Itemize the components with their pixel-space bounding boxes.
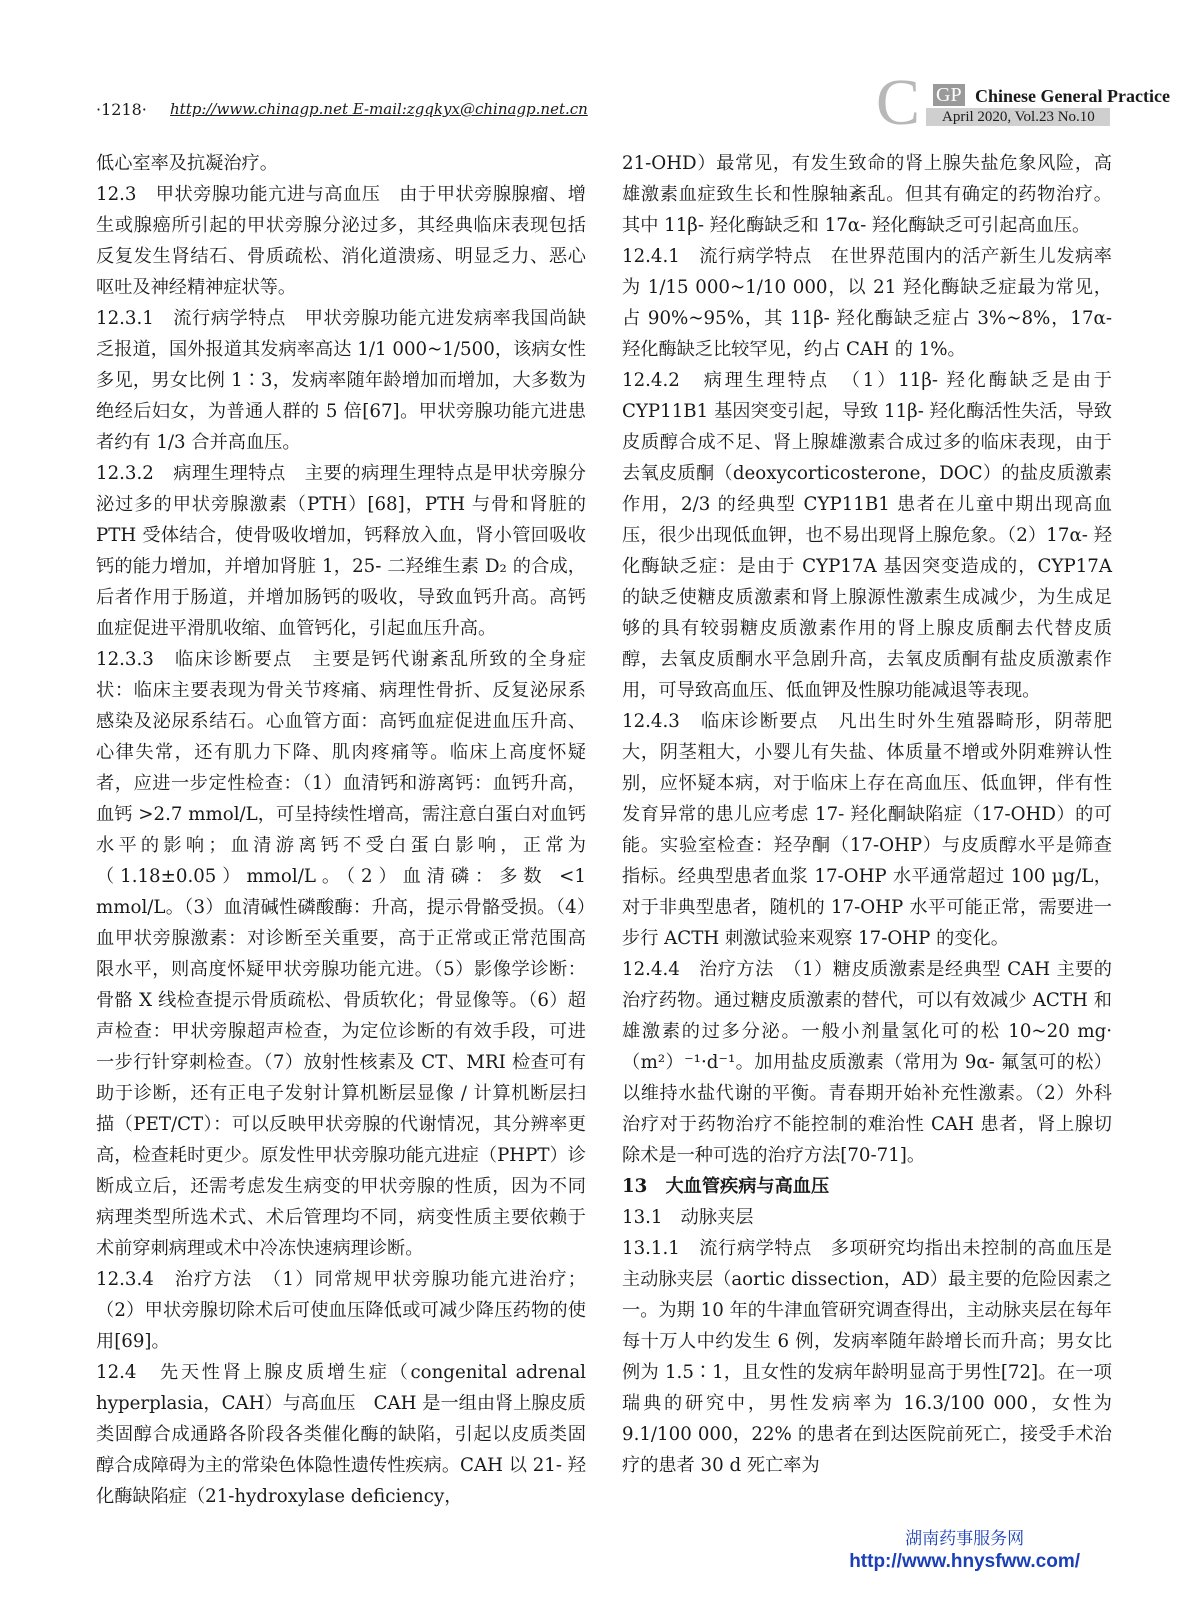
paragraph: 12.4 先天性肾上腺皮质增生症（congenital adrenal hyperplasia，CAH）与高血压 CAH 是一组由肾上腺皮质类固醇合成通路各阶段各类催化酶的缺陷，引起以皮质类固醇合成障碍为主的常染色体隐性遗传性疾病。CAH 以 21- 羟化酶缺陷症（21-hydroxylase deficiency，	[96, 1362, 586, 1507]
watermark-title: 湖南药事服务网	[905, 1529, 1025, 1548]
left-column	[96, 148, 586, 1512]
journal-logo-gp: GP	[933, 84, 965, 106]
paragraph: 12.3.4 治疗方法 （1）同常规甲状旁腺功能亢进治疗；（2）甲状旁腺切除术后可使血压降低或可减少降压药物的使用[69]。	[96, 1269, 586, 1352]
site-watermark	[849, 1528, 1080, 1574]
paragraph: 12.3.2 病理生理特点 主要的病理生理特点是甲状旁腺分泌过多的甲状旁腺激素（PTH）[68]，PTH 与骨和肾脏的 PTH 受体结合，使骨吸收增加，钙释放入血，肾小管回吸收钙的能力增加，并增加肾脏 1，25- 二羟维生素 D₂ 的合成，后者作用于肠道，并增加肠钙的吸收，导致血钙升高。高钙血症促进平滑肌收缩、血管钙化，引起血压升高。	[96, 463, 586, 639]
right-column	[622, 148, 1112, 1481]
page-number: ·1218·	[96, 100, 147, 119]
issue-info: April 2020, Vol.23 No.10	[942, 109, 1095, 125]
paragraph: 12.4.1 流行病学特点 在世界范围内的活产新生儿发病率为 1/15 000~1/10 000，以 21 羟化酶缺乏症最为常见，占 90%~95%，其 11β- 羟化酶缺乏症占 3%~8%，17α- 羟化酶缺乏比较罕见，约占 CAH 的 1%。	[622, 246, 1112, 360]
journal-name: Chinese General Practice	[975, 86, 1170, 106]
paragraph: 12.4.4 治疗方法 （1）糖皮质激素是经典型 CAH 主要的治疗药物。通过糖皮质激素的替代，可以有效减少 ACTH 和雄激素的过多分泌。一般小剂量氢化可的松 10~20 mg·（m²）⁻¹·d⁻¹。加用盐皮质激素（常用为 9α- 氟氢可的松）以维持水盐代谢的平衡。青春期开始补充性激素。（2）外科治疗对于药物治疗不能控制的难治性 CAH 患者，肾上腺切除术是一种可选的治疗方法[70-71]。	[622, 959, 1112, 1166]
paragraph: 12.4.3 临床诊断要点 凡出生时外生殖器畸形，阴蒂肥大，阴茎粗大，小婴儿有失盐、体质量不增或外阴难辨认性别，应怀疑本病，对于临床上存在高血压、低血钾，伴有性发育异常的患儿应考虑 17- 羟化酮缺陷症（17-OHD）的可能。实验室检查：羟孕酮（17-OHP）与皮质醇水平是筛查指标。经典型患者血浆 17-OHP 水平通常超过 100 μg/L，对于非典型患者，随机的 17-OHP 水平可能正常，需要进一步行 ACTH 刺激试验来观察 17-OHP 的变化。	[622, 711, 1112, 949]
watermark-url[interactable]: http://www.hnysfww.com/	[849, 1551, 1080, 1572]
paragraph: 12.4.2 病理生理特点 （1）11β- 羟化酶缺乏是由于 CYP11B1 基因突变引起，导致 11β- 羟化酶活性失活，导致皮质醇合成不足、肾上腺雄激素合成过多的临床表现，由于去氧皮质酮（deoxycorticosterone，DOC）的盐皮质激素作用，2/3 的经典型 CYP11B1 患者在儿童中期出现高血压，很少出现低血钾，也不易出现肾上腺危象。（2）17α- 羟化酶缺乏症：是由于 CYP17A 基因突变造成的，CYP17A 的缺乏使糖皮质激素和肾上腺源性激素生成减少，为生成足够的具有较弱糖皮质激素作用的肾上腺皮质酮去代替皮质醇，去氧皮质酮水平急剧升高，去氧皮质酮有盐皮质激素作用，可导致高血压、低血钾及性腺功能减退等表现。	[622, 370, 1112, 701]
journal-logo-letter: C	[876, 66, 921, 139]
paragraph: 21-OHD）最常见，有发生致命的肾上腺失盐危象风险，高雄激素血症致生长和性腺轴紊乱。但其有确定的药物治疗。其中 11β- 羟化酶缺乏和 17α- 羟化酶缺乏可引起高血压。	[622, 153, 1112, 236]
page-header	[0, 0, 1200, 139]
paragraph: 12.3.3 临床诊断要点 主要是钙代谢紊乱所致的全身症状：临床主要表现为骨关节疼痛、病理性骨折、反复泌尿系感染及泌尿系结石。心血管方面：高钙血症促进血压升高、心律失常，还有肌力下降、肌肉疼痛等。临床上高度怀疑者，应进一步定性检查：（1）血清钙和游离钙：血钙升高，血钙 >2.7 mmol/L，可呈持续性增高，需注意白蛋白对血钙水平的影响；血清游离钙不受白蛋白影响，正常为（1.18±0.05）mmol/L。（2）血清磷：多数 <1 mmol/L。（3）血清碱性磷酸酶：升高，提示骨骼受损。（4）血甲状旁腺激素：对诊断至关重要，高于正常或正常范围高限水平，则高度怀疑甲状旁腺功能亢进。（5）影像学诊断：骨骼 X 线检查提示骨质疏松、骨质软化；骨显像等。（6）超声检查：甲状旁腺超声检查，为定位诊断的有效手段，可进一步行针穿刺检查。（7）放射性核素及 CT、MRI 检查可有助于诊断，还有正电子发射计算机断层显像 / 计算机断层扫描（PET/CT）：可以反映甲状旁腺的代谢情况，其分辨率更高，检查耗时更少。原发性甲状旁腺功能亢进症（PHPT）诊断成立后，还需考虑发生病变的甲状旁腺的性质，因为不同病理类型所选术式、术后管理均不同，病变性质主要依赖于术前穿刺病理或术中冷冻快速病理诊断。	[96, 649, 586, 1259]
section-heading: 13 大血管疾病与高血压	[622, 1176, 830, 1197]
paragraph: 12.3.1 流行病学特点 甲状旁腺功能亢进发病率我国尚缺乏报道，国外报道其发病率高达 1/1 000~1/500，该病女性多见，男女比例 1∶3，发病率随年龄增加而增加，大多数为绝经后妇女，为普通人群的 5 倍[67]。甲状旁腺功能亢进患者约有 1/3 合并高血压。	[96, 308, 586, 453]
subsection-heading: 13.1 动脉夹层	[622, 1207, 754, 1228]
paragraph: 低心室率及抗凝治疗。	[96, 153, 278, 174]
journal-url-email[interactable]: http://www.chinagp.net E-mail:zgqkyx@chinagp.net.cn	[170, 100, 588, 118]
paragraph: 12.3 甲状旁腺功能亢进与高血压 由于甲状旁腺腺瘤、增生或腺癌所引起的甲状旁腺分泌过多，其经典临床表现包括反复发生肾结石、骨质疏松、消化道溃疡、明显乏力、恶心呕吐及神经精神症状等。	[96, 184, 586, 298]
paragraph: 13.1.1 流行病学特点 多项研究均指出未控制的高血压是主动脉夹层（aortic dissection，AD）最主要的危险因素之一。为期 10 年的牛津血管研究调查得出，主动脉夹层在每年每十万人中约发生 6 例，发病率随年龄增长而升高；男女比例为 1.5∶1，且女性的发病年龄明显高于男性[72]。在一项瑞典的研究中，男性发病率为 16.3/100 000，女性为 9.1/100 000，22% 的患者在到达医院前死亡，接受手术治疗的患者 30 d 死亡率为	[622, 1238, 1112, 1476]
